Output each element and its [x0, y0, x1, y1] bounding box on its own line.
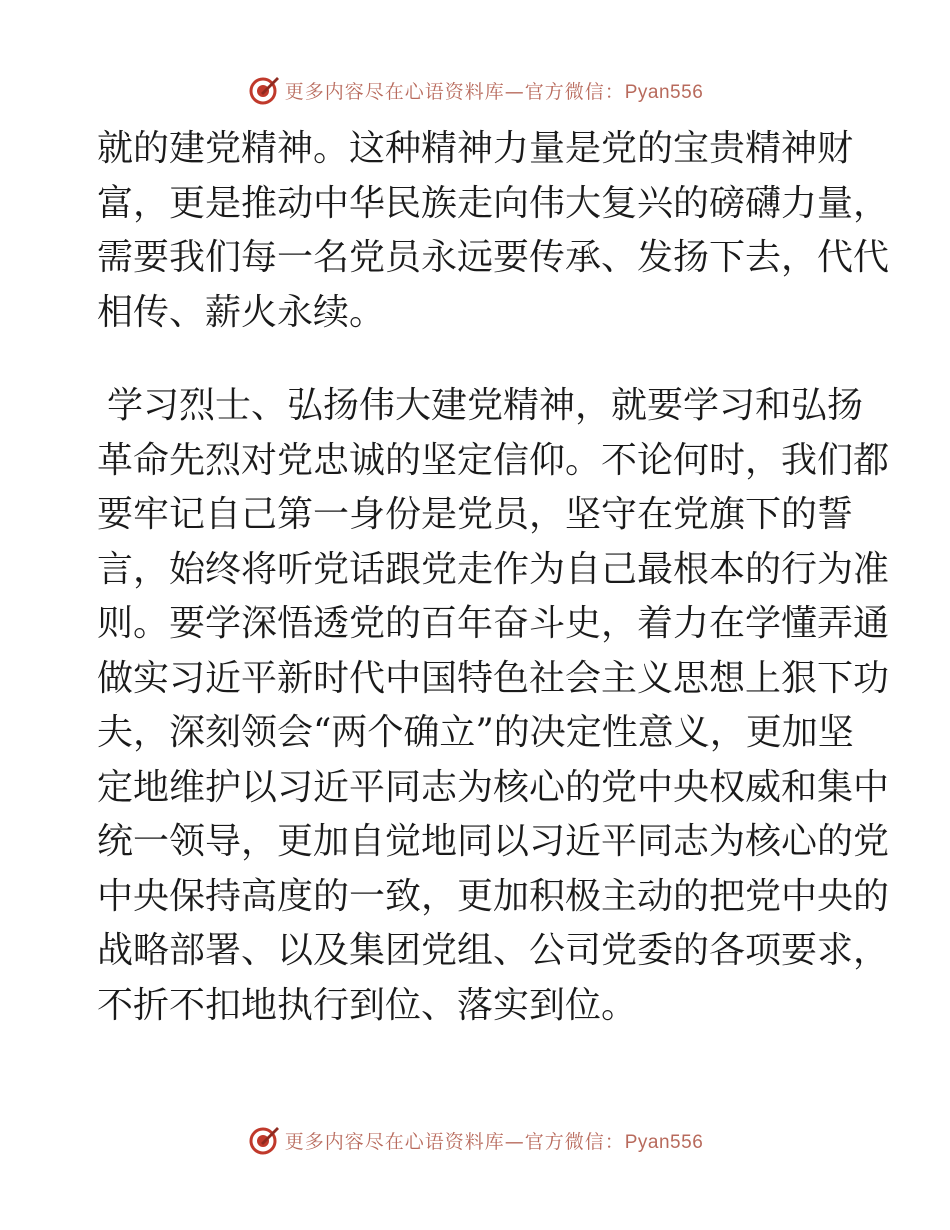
footer-banner — [0, 1120, 950, 1160]
paragraph-1 — [97, 122, 890, 340]
paragraph-line: 战略部署、以及集团党组、公司党委的各项要求， — [97, 930, 890, 971]
paragraph-line: 革命先烈对党忠诚的坚定信仰。不论何时，我们都 — [97, 439, 890, 481]
paragraph-line: 学习烈士、弘扬伟大建党精神，就要学习和弘扬 — [107, 385, 864, 426]
brush-circle-logo-icon — [247, 1123, 281, 1157]
paragraph-line: 定地维护以习近平同志为核心的党中央权威和集中 — [97, 766, 890, 808]
paragraph-line: 夫，深刻领会“两个确立”的决定性意义，更加坚 — [97, 712, 854, 753]
paragraph-line: 相传、薪火永续。 — [97, 291, 386, 333]
header-banner-wechat-id: Pyan556 — [624, 81, 704, 103]
header-banner-text — [285, 77, 704, 104]
footer-banner-label: 更多内容尽在心语资料库—官方微信： — [284, 1130, 625, 1153]
header-banner-label: 更多内容尽在心语资料库—官方微信： — [284, 80, 625, 103]
paragraph-line: 要牢记自己第一身份是党员，坚守在党旗下的誓 — [97, 494, 854, 535]
paragraph-line: 则。要学深悟透党的百年奋斗史，着力在学懂弄通 — [97, 603, 890, 644]
brush-circle-logo-icon — [247, 73, 281, 107]
paragraph-line: 统一领导，更加自觉地同以习近平同志为核心的党 — [97, 821, 890, 862]
paragraph-line: 不折不扣地执行到位、落实到位。 — [97, 984, 638, 1026]
paragraph-line: 富，更是推动中华民族走向伟大复兴的磅礴力量， — [97, 182, 890, 224]
paragraph-spacer — [97, 340, 853, 379]
paragraph-line: 中央保持高度的一致，更加积极主动的把党中央的 — [97, 875, 890, 917]
document-body — [97, 122, 890, 1033]
header-banner — [0, 70, 950, 110]
paragraph-line: 做实习近平新时代中国特色社会主义思想上狠下功 — [97, 657, 890, 699]
paragraph-line: 言，始终将听党话跟党走作为自己最根本的行为准 — [97, 548, 890, 590]
footer-banner-text — [285, 1127, 704, 1154]
paragraph-line: 需要我们每一名党员永远要传承、发扬下去，代代 — [97, 237, 890, 278]
paragraph-2 — [97, 379, 890, 1033]
paragraph-line: 就的建党精神。这种精神力量是党的宝贵精神财 — [97, 128, 854, 169]
footer-banner-wechat-id: Pyan556 — [624, 1131, 704, 1153]
